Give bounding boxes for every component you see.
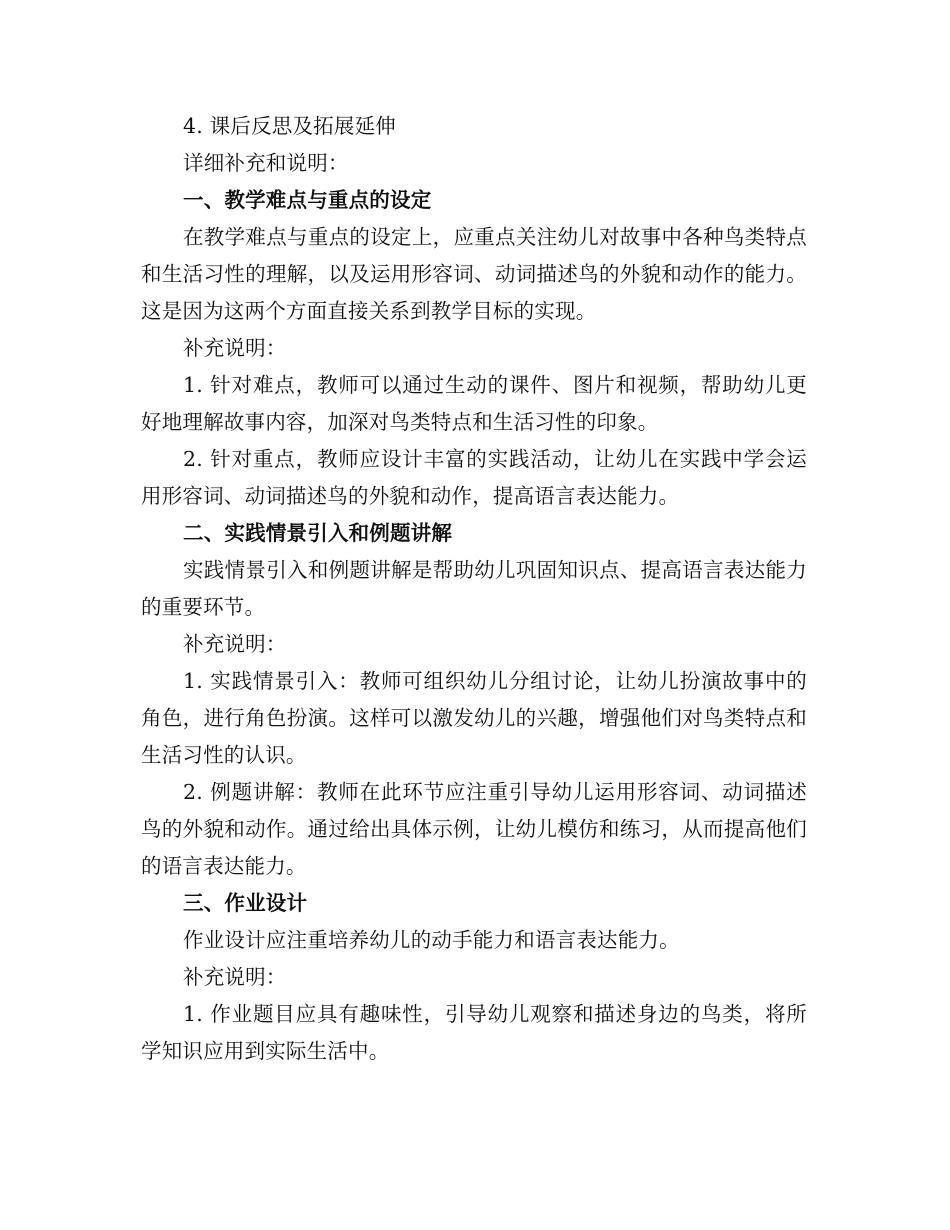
supplement-label-1: 补充说明： bbox=[183, 336, 287, 360]
list-item-reflection: 4. 课后反思及拓展延伸 bbox=[183, 114, 396, 138]
section-heading-3: 三、作业设计 bbox=[183, 891, 308, 915]
section-heading-2: 二、实践情景引入和例题讲解 bbox=[183, 521, 453, 545]
section-1-item-2: 2. 针对重点，教师应设计丰富的实践活动，让幼儿在实践中学会运用形容词、动词描述鸟的外貌和动作，提高语言表达能力。 bbox=[141, 447, 807, 508]
section-3-body: 作业设计应注重培养幼儿的动手能力和语言表达能力。 bbox=[183, 928, 680, 952]
section-2-item-1: 1. 实践情景引入：教师可组织幼儿分组讨论，让幼儿扮演故事中的角色，进行角色扮演。这样可以激发幼儿的兴趣，增强他们对鸟类特点和生活习性的认识。 bbox=[141, 669, 807, 767]
supplement-label-2: 补充说明： bbox=[183, 632, 287, 656]
supplement-label-3: 补充说明： bbox=[183, 965, 287, 989]
section-2-body: 实践情景引入和例题讲解是帮助幼儿巩固知识点、提高语言表达能力的重要环节。 bbox=[141, 558, 807, 619]
document-body bbox=[141, 108, 807, 1070]
section-3-item-1: 1. 作业题目应具有趣味性，引导幼儿观察和描述身边的鸟类，将所学知识应用到实际生活中。 bbox=[141, 1002, 807, 1063]
section-heading-1: 一、教学难点与重点的设定 bbox=[183, 188, 432, 212]
section-2-item-2: 2. 例题讲解：教师在此环节应注重引导幼儿运用形容词、动词描述鸟的外貌和动作。通过给出具体示例，让幼儿模仿和练习，从而提高他们的语言表达能力。 bbox=[141, 780, 807, 878]
section-1-body: 在教学难点与重点的设定上，应重点关注幼儿对故事中各种鸟类特点和生活习性的理解，以及运用形容词、动词描述鸟的外貌和动作的能力。这是因为这两个方面直接关系到教学目标的实现。 bbox=[141, 225, 807, 323]
supplement-intro: 详细补充和说明： bbox=[183, 151, 349, 175]
section-1-item-1: 1. 针对难点，教师可以通过生动的课件、图片和视频，帮助幼儿更好地理解故事内容，加深对鸟类特点和生活习性的印象。 bbox=[141, 373, 807, 434]
